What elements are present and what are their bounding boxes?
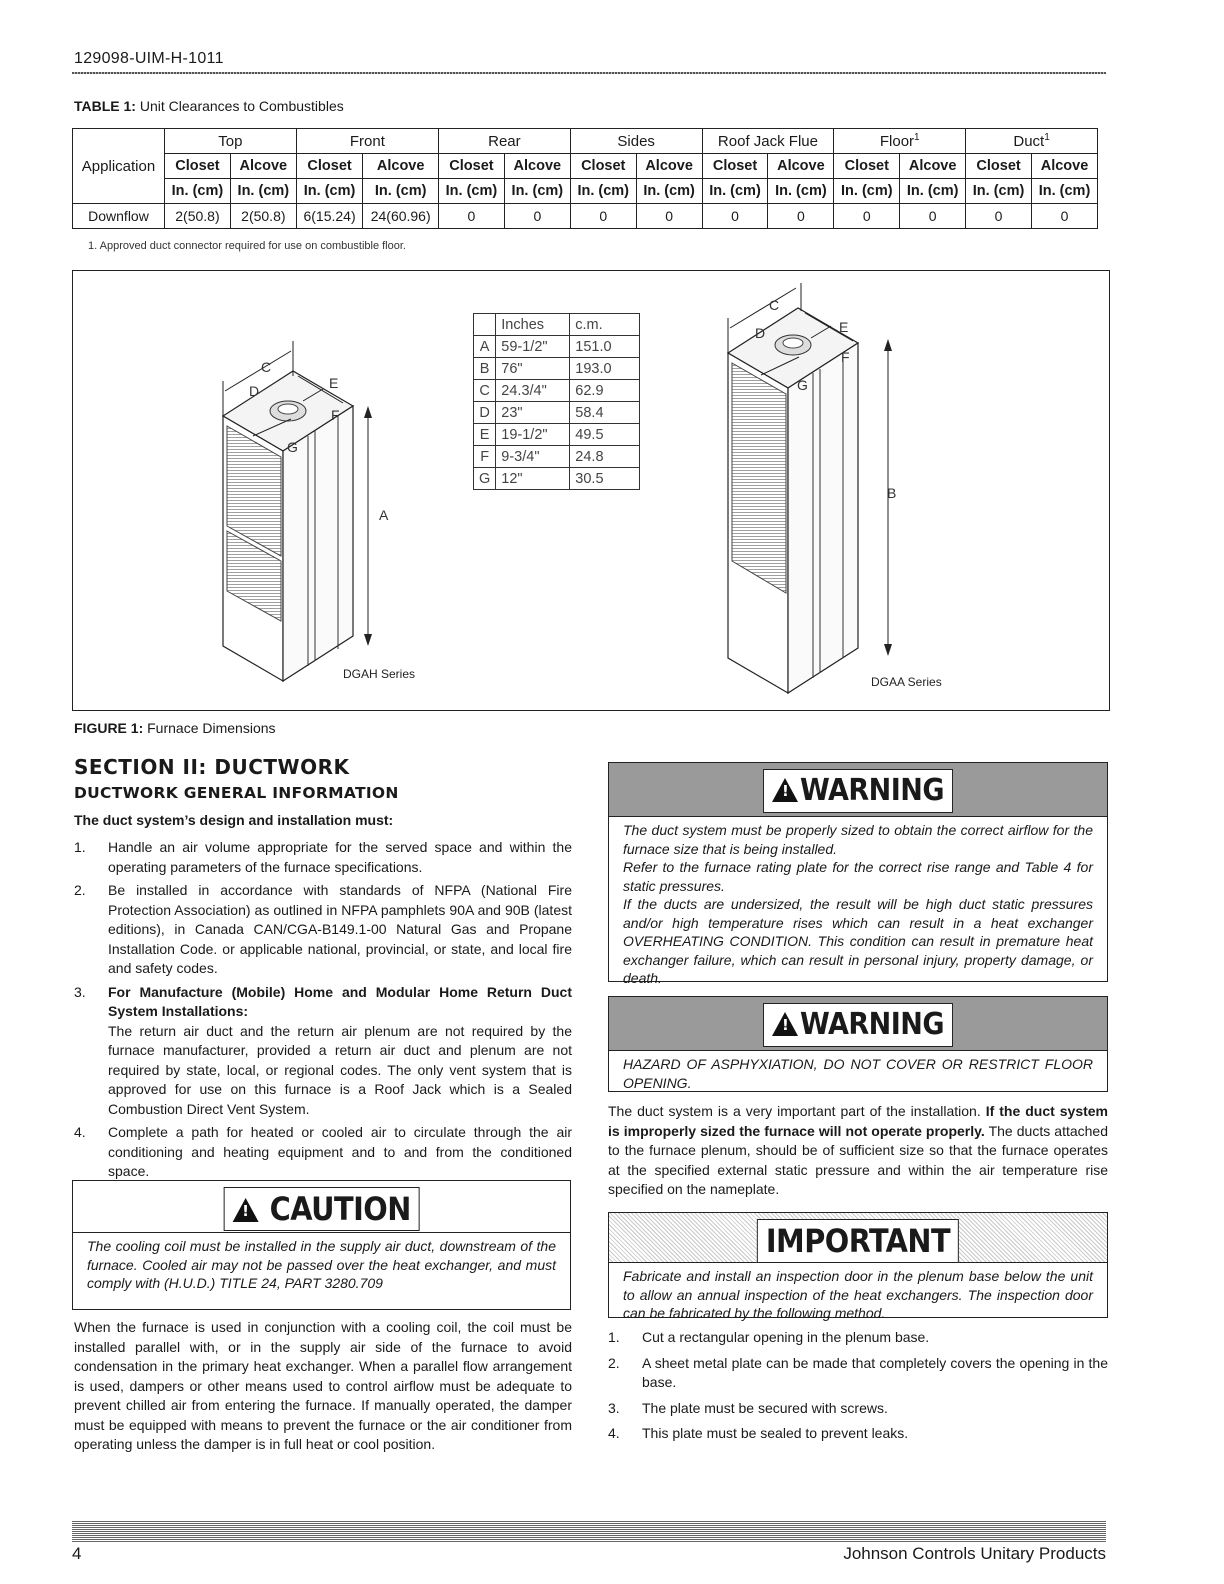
warning-label-2: !WARNING [763,1003,953,1047]
page-number: 4 [72,1544,82,1563]
dim-label-d-right: D [755,325,766,341]
table-cell: 0 [834,204,900,229]
unit-cell: In. (cm) [296,179,363,204]
unit-cell: In. (cm) [504,179,570,204]
document-id: 129098-UIM-H-1011 [74,50,224,67]
list-item: 2. Be installed in accordance with standards of NFPA (National Fire Protection Association) as outlined in NFPA pamphlets 90A and 90B (latest editions), in Canada CAN/CGA-B149.1-00 Natural Gas and Propane Installation Code. or applicable national, provincial, or state, and local fire and safety codes. [74,882,572,976]
dims-row: A 59-1/2" 151.0 [474,336,640,358]
group-header-sides: Sides [570,129,702,154]
parallel-flow-paragraph: When the furnace is used in conjunction with a cooling coil, the coil must be installed parallel with, or in the supply air side of the furnace to avoid condensation in the primary heat exchanger. When a parallel flow arrangement is used, dampers or other means used to control airflow must be adequate to prevent chilled air from entering the furnace. If manually operated, the damper must be equipped with means to prevent the furnace or the air conditioner from operating unless the damper is in full heat or cool position. [74,1319,572,1452]
figure-box [72,270,1110,711]
dim-label-f-right: F [841,349,850,365]
caution-label: ! CAUTION [223,1187,420,1231]
sub-header-alcove: Alcove [230,154,296,179]
sub-header-closet: Closet [570,154,636,179]
section-lead: The duct system’s design and installation must: [74,812,394,828]
sub-header-alcove: Alcove [900,154,966,179]
unit-cell: In. (cm) [439,179,505,204]
caution-box [72,1180,571,1310]
unit-cell: In. (cm) [966,179,1032,204]
table-units-row [73,179,1098,204]
dim-label-b: B [887,485,897,501]
warning-text-2: HAZARD OF ASPHYXIATION, DO NOT COVER OR RESTRICT FLOOR OPENING. [623,1056,1093,1091]
sub-header-closet: Closet [966,154,1032,179]
table-caption-text: Unit Clearances to Combustibles [139,98,344,114]
table-caption [74,98,344,114]
unit-cell: In. (cm) [230,179,296,204]
group-header-duct: Duct$^1$ [966,129,1098,154]
group-header-top: Top [165,129,297,154]
dim-label-e-right: E [839,319,849,335]
requirements-list [74,838,572,1186]
sub-header-closet: Closet [702,154,768,179]
dims-row: E 19-1/2" 49.5 [474,424,640,446]
group-header-rear: Rear [439,129,571,154]
dim-label-c-right: C [769,297,780,313]
table-cell: 0 [900,204,966,229]
list-item: 1. Cut a rectangular opening in the plenum base. [608,1329,930,1345]
unit-cell: In. (cm) [702,179,768,204]
sub-header-closet: Closet [165,154,231,179]
table-cell: 0 [570,204,636,229]
list-item-bold: For Manufacture (Mobile) Home and Modular Home Return Duct System Installations: [108,983,572,1019]
unit-cell: In. (cm) [570,179,636,204]
duct-system-paragraph: The duct system is a very important part of the installation. If the duct system is improperly sized the furnace will not operate properly. The ducts attached to the furnace plenum, should be of sufficient size so that the furnace operates at the specified external static pressure and within the air temperature rise specified on the nameplate. [608,1103,1108,1197]
dim-label-f-left: F [331,407,340,423]
dims-row: C 24.3/4" 62.9 [474,380,640,402]
caution-text: The cooling coil must be installed in the supply air duct, downstream of the furnace. Cooled air may not be passed over the heat exchanger, and must comply with (H.U.D.) TITLE 24, PART 3280.709 [87,1238,556,1291]
figure-caption-label: FIGURE 1: [74,720,144,736]
unit-cell: In. (cm) [768,179,834,204]
caution-banner [73,1181,570,1233]
table-cell: 0 [1032,204,1098,229]
warning-banner-1 [609,763,1107,817]
dim-label-d-left: D [249,383,260,399]
table-cell: 2(50.8) [230,204,296,229]
group-header-roof-jack-flue: Roof Jack Flue [702,129,834,154]
warning-banner-2 [609,997,1107,1051]
sub-header-alcove: Alcove [768,154,834,179]
dims-header-inches: Inches [496,314,570,336]
important-text: Fabricate and install an inspection door in the plenum base below the unit to allow an annual inspection of the heat exchangers. The inspection door can be fabricated by the following method. [623,1268,1093,1321]
dimensions-table [473,313,640,490]
dgaa-series-label: DGAA Series [871,675,942,689]
dgaa-furnace-illustration [713,283,963,703]
warning-label-1: !WARNING [763,769,953,813]
table-sub-header-row [73,154,1098,179]
important-banner [609,1213,1107,1263]
unit-cell: In. (cm) [900,179,966,204]
table-cell: 6(15.24) [296,204,363,229]
dim-label-e-left: E [329,375,339,391]
dgah-furnace-illustration [203,331,443,701]
table-group-header-row [73,129,1098,154]
sub-header-alcove: Alcove [1032,154,1098,179]
sub-header-closet: Closet [834,154,900,179]
list-item: 3. For Manufacture (Mobile) Home and Modular Home Return Duct System Installations: The return air duct and the return air plenum are not required by the furnace manufacturer, provided a return air duct and plenum are not required by state, local, or regional codes. The only vent system that is approved for use on this furnace is a Roof Jack which is a Sealed Combustion Direct Vent System. [74,983,572,1117]
list-item: 2. A sheet metal plate can be made that completely covers the opening in the base. [608,1354,1108,1390]
sub-header-closet: Closet [296,154,363,179]
section-title: SECTION II: DUCTWORK [74,755,350,779]
table-footnote: 1. Approved duct connector required for use on combustible floor. [88,240,406,252]
company-name: Johnson Controls Unitary Products [843,1544,1106,1563]
dims-header-cm: c.m. [570,314,640,336]
application-header: Application [73,129,165,204]
table-cell: 0 [966,204,1032,229]
table-cell: 0 [768,204,834,229]
figure-caption [74,720,276,736]
dims-header-cell [474,314,496,336]
list-item: 4. This plate must be sealed to prevent leaks. [608,1425,909,1441]
dgah-series-label: DGAH Series [343,667,416,681]
warning-box-1 [608,762,1108,986]
sub-header-alcove: Alcove [363,154,439,179]
table-row [73,204,1098,229]
sub-header-alcove: Alcove [504,154,570,179]
dims-row: G 12" 30.5 [474,468,640,490]
table-cell: 0 [504,204,570,229]
unit-cell: In. (cm) [636,179,702,204]
clearances-table [72,128,1098,229]
dim-label-g-left: G [287,439,298,455]
unit-cell: In. (cm) [363,179,439,204]
dim-label-a: A [379,507,389,523]
group-header-front: Front [296,129,438,154]
sub-header-alcove: Alcove [636,154,702,179]
table-cell: 0 [439,204,505,229]
warning-text-1: The duct system must be properly sized to obtain the correct airflow for the furnace size that is being installed. Refer to the furnace rating plate for the correct rise range and Table 4 for static pressures. If the ducts are undersized, the result will be high duct static pressures and/or high temperature rises which can result in a heat exchanger OVERHEATING CONDITION. This condition can result in premature heat exchanger failure, which can result in personal injury, property damage, or death. [623,822,1093,986]
important-label: IMPORTANT [757,1219,959,1263]
warning-triangle-icon [232,1198,258,1222]
table-caption-label: TABLE 1: [74,98,136,114]
dims-row: B 76" 193.0 [474,358,640,380]
warning-triangle-icon [772,1012,798,1036]
application-cell: Downflow [73,204,165,229]
group-header-floor: Floor$^1$ [834,129,966,154]
dims-row: D 23" 58.4 [474,402,640,424]
unit-cell: In. (cm) [834,179,900,204]
table-cell: 0 [636,204,702,229]
warning-triangle-icon [772,778,798,802]
inspection-steps-list [608,1328,1108,1450]
list-item: 4. Complete a path for heated or cooled air to circulate through the air conditioning and heating equipment and to and from the conditioned space. [74,1124,572,1179]
important-box [608,1212,1108,1321]
dims-row: F 9-3/4" 24.8 [474,446,640,468]
unit-cell: In. (cm) [165,179,231,204]
section-subtitle: DUCTWORK GENERAL INFORMATION [74,784,399,802]
list-item: 1. Handle an air volume appropriate for the served space and within the operating parameters of the furnace specifications. [74,839,572,875]
table-cell: 2(50.8) [165,204,231,229]
warning-box-2 [608,996,1108,1092]
header-rule [72,72,1106,74]
sub-header-closet: Closet [439,154,505,179]
dim-label-c-left: C [261,359,272,375]
dims-header-row [474,314,640,336]
figure-caption-text: Furnace Dimensions [147,720,276,736]
table-cell: 0 [702,204,768,229]
footer-rule [72,1520,1106,1542]
dim-label-g-right: G [797,377,808,393]
unit-cell: In. (cm) [1032,179,1098,204]
list-item: 3. The plate must be secured with screws. [608,1399,888,1416]
table-cell: 24(60.96) [363,204,439,229]
